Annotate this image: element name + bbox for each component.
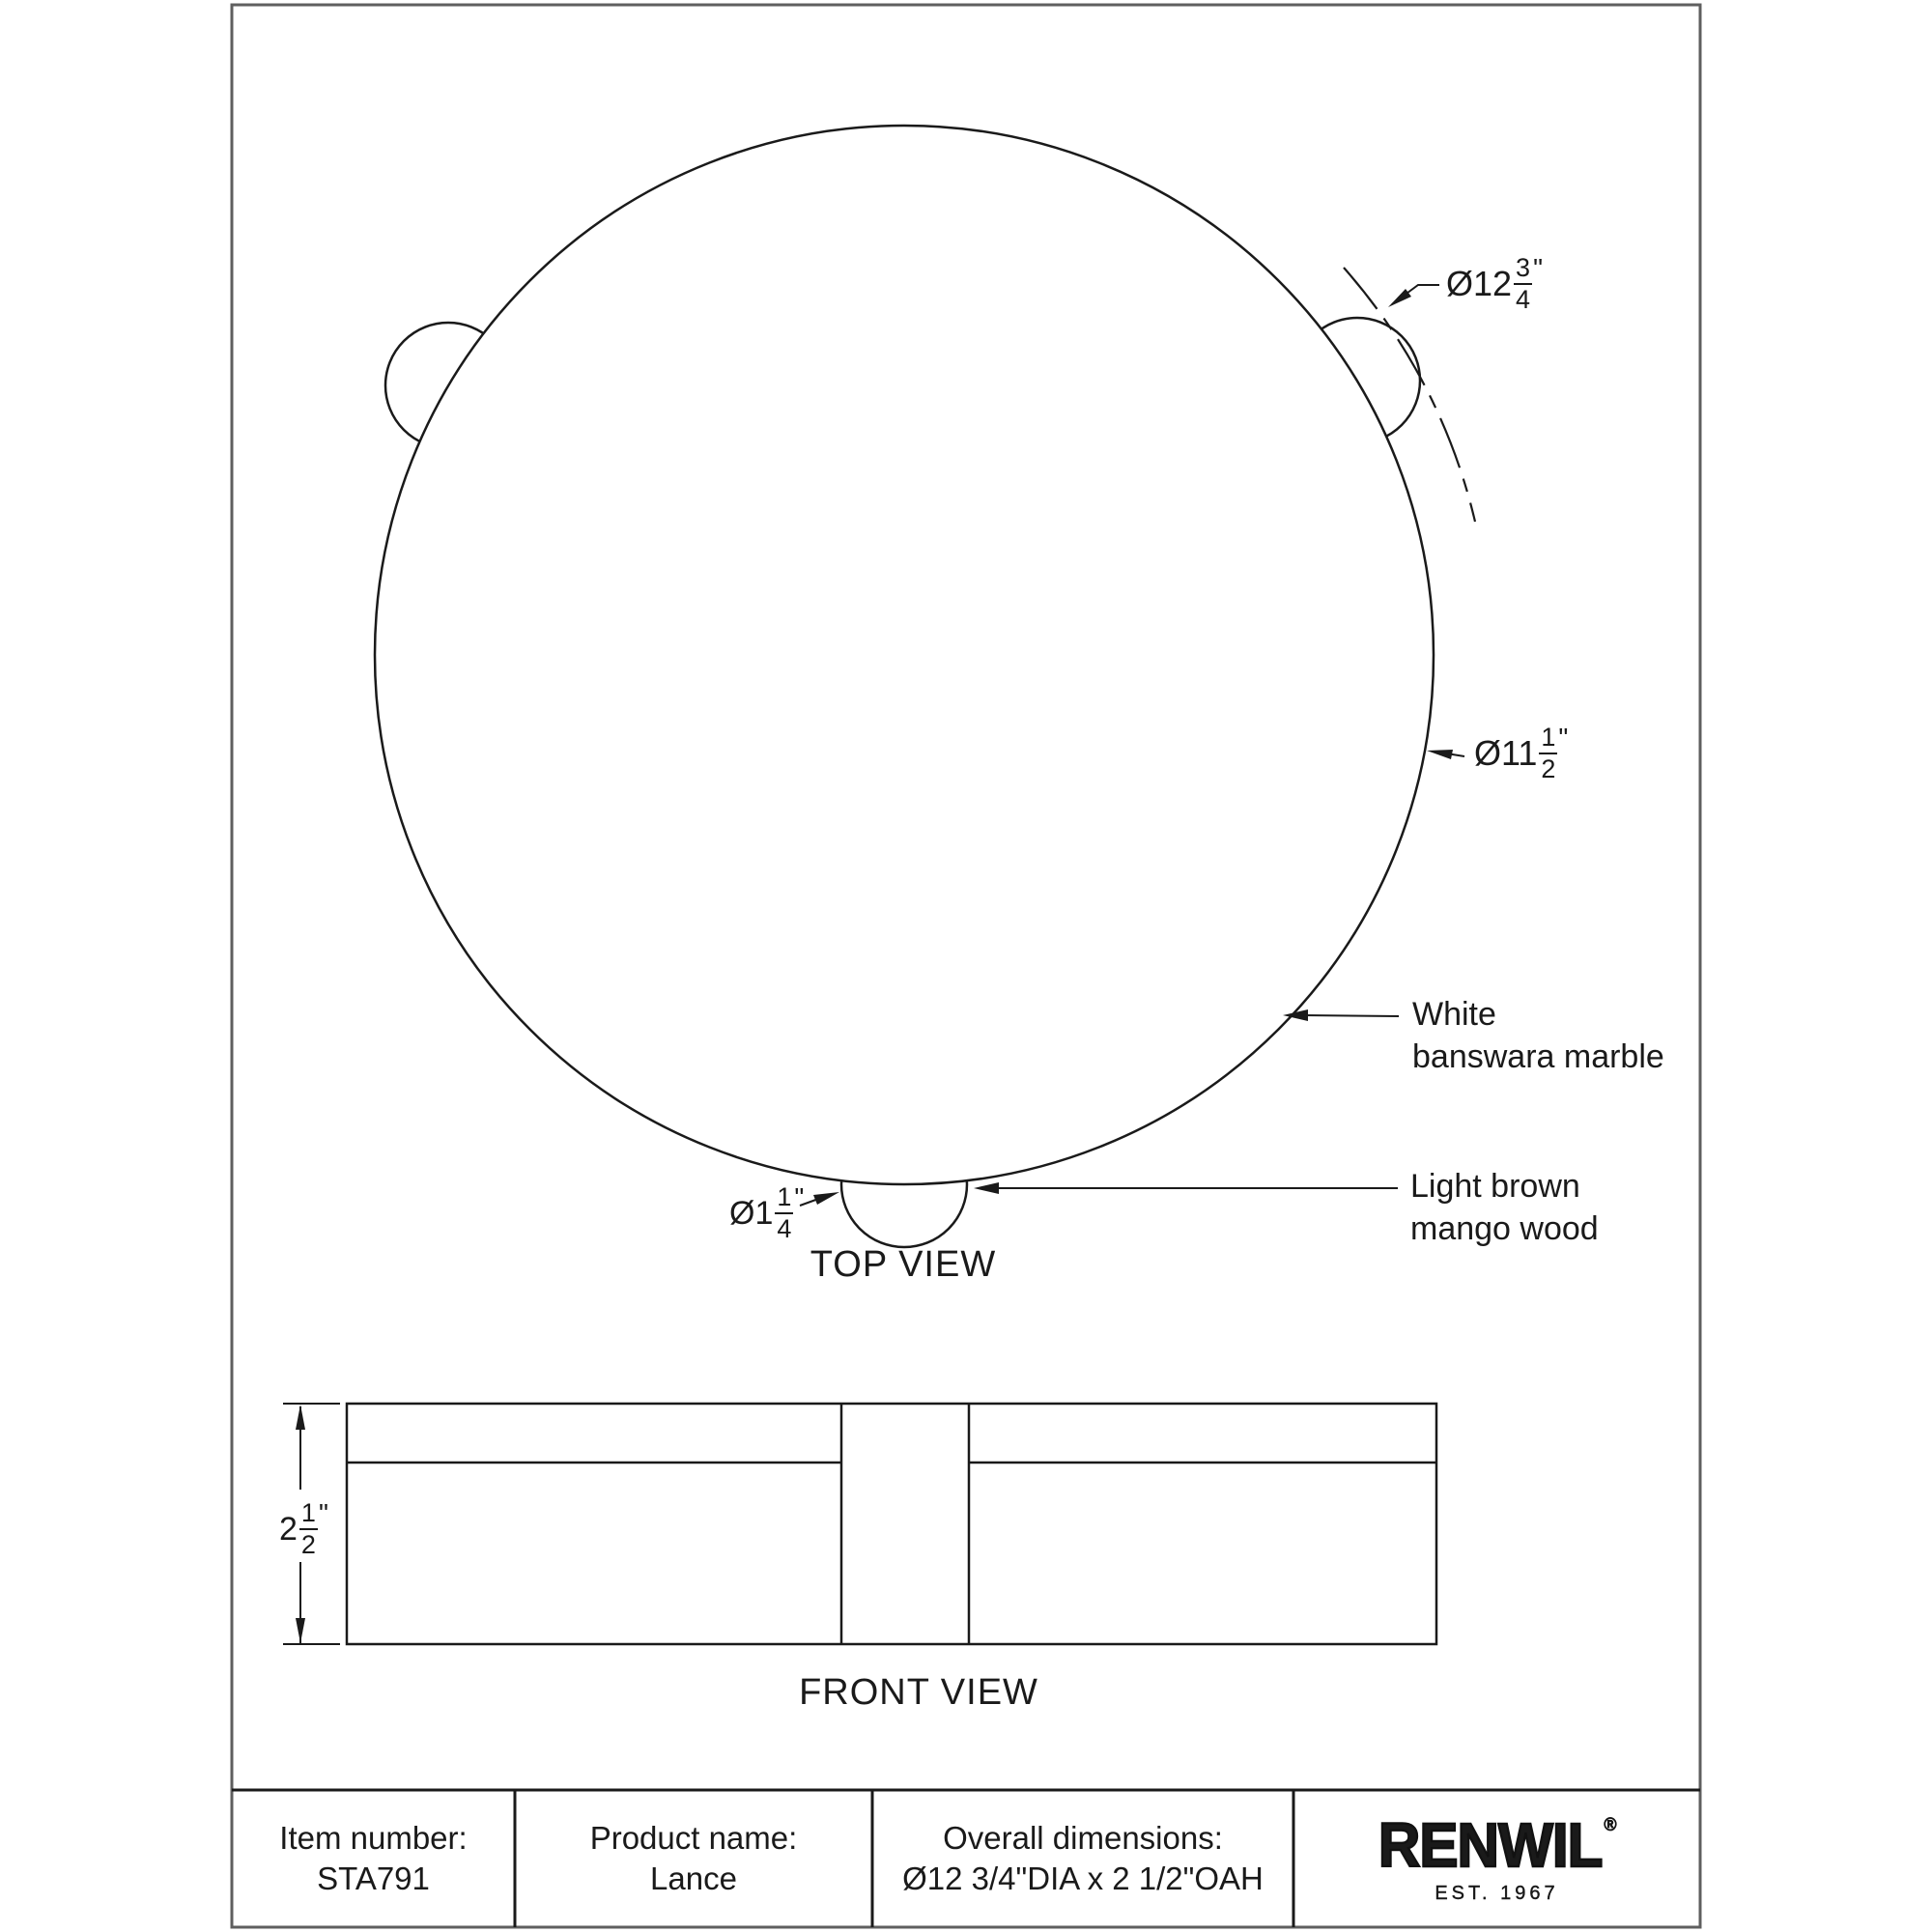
dim-rim-numerator: 1 (1539, 724, 1557, 754)
dim-height-numerator: 1 (299, 1500, 318, 1530)
title-block-item-cell (232, 1790, 515, 1927)
overall-dimensions-value: Ø12 3/4"DIA x 2 1/2"OAH (902, 1861, 1264, 1896)
dim-knob-prefix: Ø1 (729, 1195, 774, 1232)
brand-established: EST. 1967 (1435, 1883, 1559, 1904)
dim-knob-denominator: 4 (777, 1214, 792, 1243)
brand-logo (1371, 1810, 1623, 1904)
product-name-value: Lance (650, 1861, 737, 1896)
dim-knob-unit: " (794, 1182, 805, 1212)
arrow-wood-icon (974, 1182, 999, 1194)
dim-height-unit: " (318, 1498, 328, 1528)
arrow-rim-diameter-icon (1427, 750, 1453, 759)
note-wood-line1: Light brown (1410, 1168, 1580, 1205)
note-marble (1412, 993, 1664, 1078)
dim-height-prefix: 2 (279, 1511, 298, 1548)
overall-dimensions-label: Overall dimensions: (943, 1820, 1223, 1856)
title-block-product-cell (515, 1790, 872, 1927)
item-number-label: Item number: (279, 1820, 468, 1856)
item-number-value: STA791 (317, 1861, 430, 1896)
note-wood-line2: mango wood (1410, 1210, 1599, 1247)
top-view-label: TOP VIEW (810, 1244, 997, 1285)
dim-rim-denominator: 2 (1541, 754, 1556, 783)
front-view-label: FRONT VIEW (799, 1672, 1038, 1713)
dim-rim-diameter (1474, 724, 1568, 782)
dim-knob-fraction (775, 1184, 793, 1242)
registered-trademark-icon: ® (1604, 1815, 1616, 1835)
note-wood (1410, 1165, 1599, 1250)
brand-name: RENWIL (1378, 1810, 1603, 1880)
leader-marble (1302, 1015, 1399, 1016)
arrow-dim-up-icon (296, 1405, 305, 1430)
title-block-brand-cell (1293, 1790, 1700, 1927)
dim-overall-prefix: Ø12 (1446, 264, 1513, 303)
product-name-label: Product name: (589, 1820, 798, 1856)
dim-rim-prefix: Ø11 (1474, 733, 1538, 773)
dim-overall-numerator: 3 (1514, 255, 1532, 285)
dim-height-fraction (299, 1500, 318, 1558)
dim-overall-unit: " (1533, 253, 1544, 283)
dim-rim-fraction (1539, 724, 1557, 782)
brand-wordmark (1378, 1810, 1616, 1880)
dim-height-denominator: 2 (300, 1530, 316, 1559)
dim-knob-numerator: 1 (775, 1184, 793, 1214)
dim-overall-diameter (1446, 255, 1543, 313)
dim-rim-unit: " (1558, 723, 1569, 753)
note-marble-line1: White (1412, 996, 1496, 1033)
arrow-dim-down-icon (296, 1618, 305, 1643)
front-view-body (347, 1404, 1436, 1644)
dim-knob-diameter (729, 1184, 804, 1242)
title-block-dimensions-cell (872, 1790, 1293, 1927)
dim-height (276, 1498, 331, 1560)
arrow-knob-diameter-icon (813, 1192, 839, 1205)
dim-overall-denominator: 4 (1516, 285, 1531, 314)
marble-top-circle (375, 126, 1434, 1184)
dim-overall-fraction (1514, 255, 1532, 313)
title-block (232, 1790, 1700, 1927)
note-marble-line2: banswara marble (1412, 1038, 1664, 1075)
